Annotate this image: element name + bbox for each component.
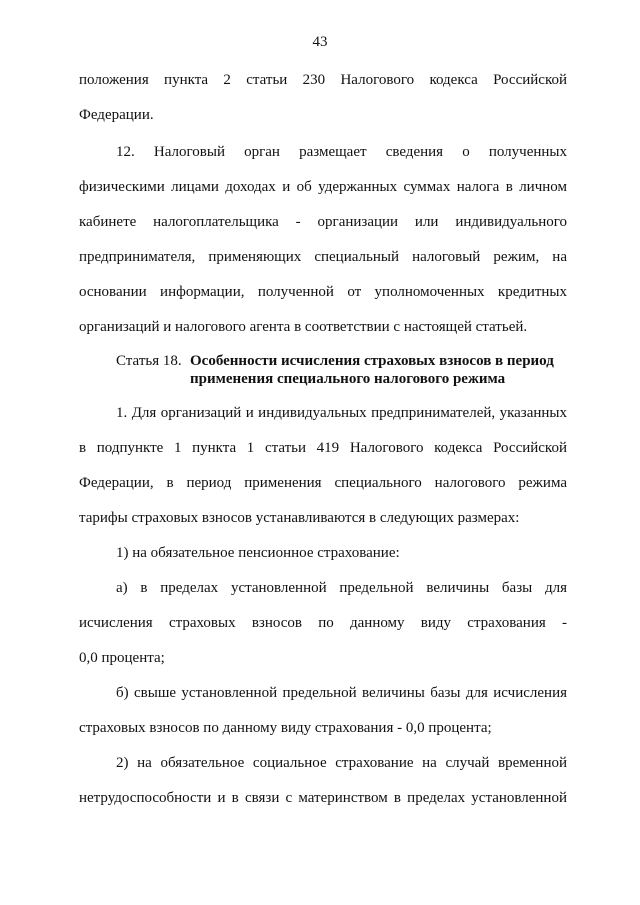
paragraph-first-line: 2) на обязательное социальное страхование на случай временной — [116, 755, 567, 771]
paragraph-first-line: б) свыше установленной предельной величины базы для исчисления — [116, 685, 567, 701]
text-line: основании информации, полученной от уполномоченных кредитных — [79, 284, 567, 300]
text-line: предпринимателя, применяющих специальный налоговый режим, на — [79, 249, 567, 265]
article-title-line: Особенности исчисления страховых взносов в период — [190, 353, 554, 369]
text-line: в подпункте 1 пункта 1 статьи 419 Налогового кодекса Российской — [79, 440, 567, 456]
page-number: 43 — [312, 34, 328, 50]
article-label: Статья 18. — [116, 353, 182, 369]
paragraph-first-line: 1. Для организаций и индивидуальных предпринимателей, указанных — [116, 405, 567, 421]
text-line: положения пункта 2 статьи 230 Налогового кодекса Российской — [79, 72, 567, 88]
text-line: 0,0 процента; — [79, 650, 165, 666]
text-line: исчисления страховых взносов по данному виду страхования - — [79, 615, 567, 631]
text-line: нетрудоспособности и в связи с материнством в пределах установленной — [79, 790, 567, 806]
text-line: страховых взносов по данному виду страхования - 0,0 процента; — [79, 720, 492, 736]
text-line: Федерации, в период применения специального налогового режима — [79, 475, 567, 491]
paragraph-first-line: а) в пределах установленной предельной величины базы для — [116, 580, 567, 596]
article-title-line: применения специального налогового режима — [190, 371, 506, 387]
text-line: организаций и налогового агента в соответствии с настоящей статьей. — [79, 319, 528, 335]
text-line: кабинете налогоплательщика - организации или индивидуального — [79, 214, 567, 230]
text-line: тарифы страховых взносов устанавливаются в следующих размерах: — [79, 510, 520, 526]
text-line: Федерации. — [79, 107, 154, 123]
paragraph-first-line: 12. Налоговый орган размещает сведения о полученных — [116, 144, 567, 160]
text-line: физическими лицами доходах и об удержанных суммах налога в личном — [79, 179, 567, 195]
paragraph-first-line: 1) на обязательное пенсионное страхование: — [116, 545, 400, 561]
